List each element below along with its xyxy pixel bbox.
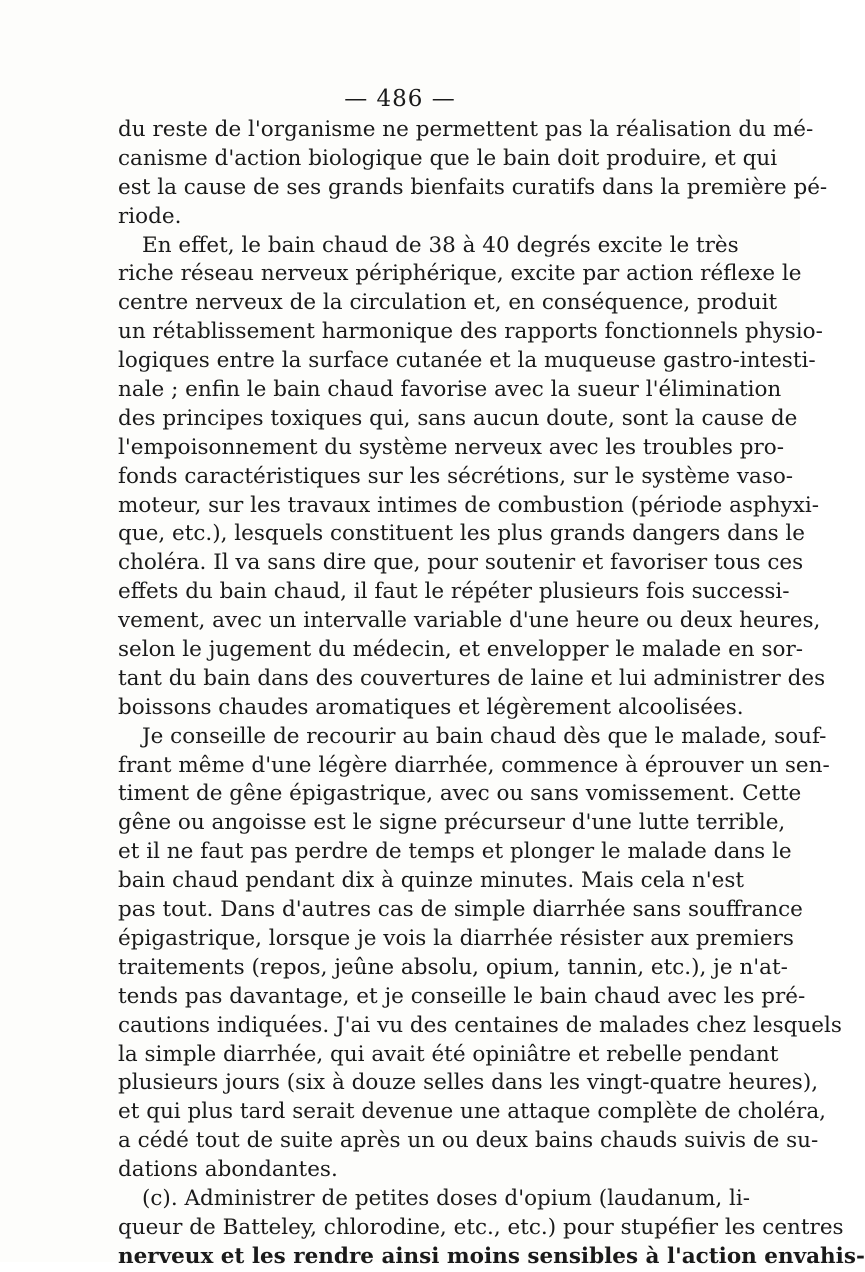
text-line: En effet, le bain chaud de 38 à 40 degrés excite le très [142,232,739,258]
text-line: timent de gêne épigastrique, avec ou sans vomissement. Cette [118,781,802,807]
text-line: la simple diarrhée, qui avait été opiniâtre et rebelle pendant [118,1041,779,1067]
text-line: traitements (repos, jeûne absolu, opium, tannin, etc.), je n'at- [118,954,788,980]
text-line: frant même d'une légère diarrhée, commence à éprouver un sen- [118,752,830,778]
text-line: dations abondantes. [118,1157,338,1183]
text-line: queur de Batteley, chlorodine, etc., etc.) pour stupéfier les centres [118,1214,844,1240]
text-line: choléra. Il va sans dire que, pour soutenir et favoriser tous ces [118,550,804,576]
page-number: — 486 — [344,86,456,112]
text-line: centre nerveux de la circulation et, en conséquence, produit [118,290,778,316]
text-line: a cédé tout de suite après un ou deux bains chauds suivis de su- [118,1128,819,1154]
text-line: canisme d'action biologique que le bain doit produire, et qui [118,145,778,171]
page-text-body [118,116,865,1272]
text-line: selon le jugement du médecin, et envelopper le malade en sor- [118,637,803,663]
text-line: fonds caractéristiques sur les sécrétions, sur le système vaso- [118,463,794,489]
text-line: et qui plus tard serait devenue une attaque complète de choléra, [118,1099,826,1125]
text-line: nale ; enfin le bain chaud favorise avec la sueur l'élimination [118,377,782,403]
text-line: logiques entre la surface cutanée et la muqueuse gastro-intesti- [118,348,816,374]
text-line: pas tout. Dans d'autres cas de simple diarrhée sans souffrance [118,897,803,923]
text-line: vement, avec un intervalle variable d'une heure ou deux heures, [118,608,821,634]
text-line: un rétablissement harmonique des rapports fonctionnels physio- [118,319,823,345]
text-line: épigastrique, lorsque je vois la diarrhée résister aux premiers [118,925,794,951]
text-line: cautions indiquées. J'ai vu des centaines de malades chez lesquels [118,1012,842,1038]
text-line: l'empoisonnement du système nerveux avec les troubles pro- [118,434,785,460]
text-line: et il ne faut pas perdre de temps et plonger le malade dans le [118,839,792,865]
text-line: nerveux et les rendre ainsi moins sensibles à l'action envahis- [118,1243,865,1269]
text-line: des principes toxiques qui, sans aucun doute, sont la cause de [118,405,798,431]
text-line: que, etc.), lesquels constituent les plus grands dangers dans le [118,521,806,547]
text-line: plusieurs jours (six à douze selles dans les vingt-quatre heures), [118,1070,819,1096]
text-line: riode. [118,203,182,229]
text-line: bain chaud pendant dix à quinze minutes. Mais cela n'est [118,868,745,894]
text-line: boissons chaudes aromatiques et légèrement alcoolisées. [118,694,744,720]
text-line: Je conseille de recourir au bain chaud dès que le malade, souf- [142,723,827,749]
text-line: tant du bain dans des couvertures de laine et lui administrer des [118,665,826,691]
text-line: du reste de l'organisme ne permettent pas la réalisation du mé- [118,117,814,142]
text-line: moteur, sur les travaux intimes de combustion (période asphyxi- [118,492,819,518]
text-line: (c). Administrer de petites doses d'opium (laudanum, li- [142,1185,751,1211]
text-line: effets du bain chaud, il faut le répéter plusieurs fois successi- [118,579,790,605]
text-line: gêne ou angoisse est le signe précurseur d'une lutte terrible, [118,810,786,836]
text-line: tends pas davantage, et je conseille le bain chaud avec les pré- [118,983,806,1009]
text-line: riche réseau nerveux périphérique, excite par action réflexe le [118,261,802,287]
text-line: est la cause de ses grands bienfaits curatifs dans la première pé- [118,174,828,200]
